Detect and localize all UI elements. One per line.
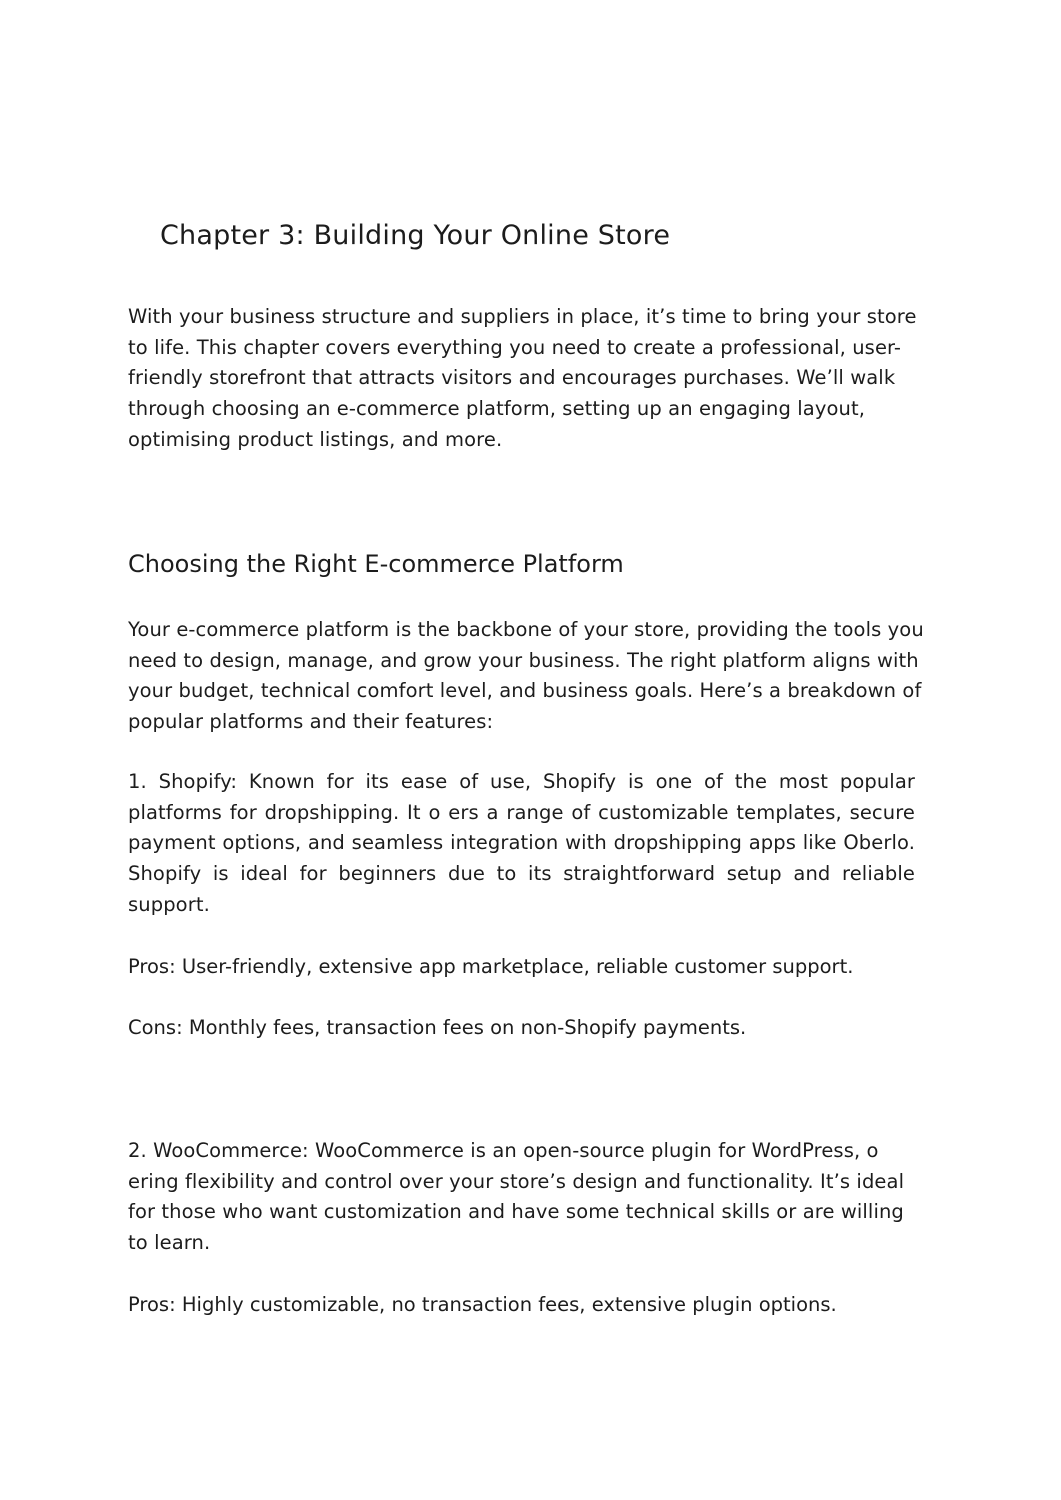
shopify-cons: Cons: Monthly fees, transaction fees on non-Shopify payments. xyxy=(128,1016,747,1039)
woocommerce-pros: Pros: Highly customizable, no transaction fees, extensive plugin options. xyxy=(128,1293,837,1316)
woocommerce-description: 2. WooCommerce: WooCommerce is an open-source plugin for WordPress, o ering flexibility and control over your store’s design and functionality. It’s ideal for those who want customization and have some technical skills or are willing to learn. xyxy=(128,1139,905,1255)
section-intro-paragraph: Your e-commerce platform is the backbone of your store, providing the tools you need to design, manage, and grow your business. The right platform aligns with your budget, technical comfort level, and business goals. Here’s a breakdown of popular platforms and their features: xyxy=(128,618,924,734)
section-heading: Choosing the Right E-commerce Platform xyxy=(128,550,624,578)
shopify-pros: Pros: User-friendly, extensive app marketplace, reliable customer support. xyxy=(128,955,854,978)
chapter-intro-paragraph: With your business structure and suppliers in place, it’s time to bring your store to life. This chapter covers everything you need to create a professional, user-friendly storefront that attracts visitors and encourages purchases. We’ll walk through choosing an e-commerce platform, setting up an engaging layout, optimising product listings, and more. xyxy=(128,305,917,451)
shopify-description: 1. Shopify: Known for its ease of use, Shopify is one of the most popular platforms for dropshipping. It o ers a range of customizable templates, secure payment options, and seamless integration with dropshipping apps like Oberlo. Shopify is ideal for beginners due to its straightforward setup and reliable support. xyxy=(128,770,915,916)
chapter-title: Chapter 3: Building Your Online Store xyxy=(160,220,671,251)
